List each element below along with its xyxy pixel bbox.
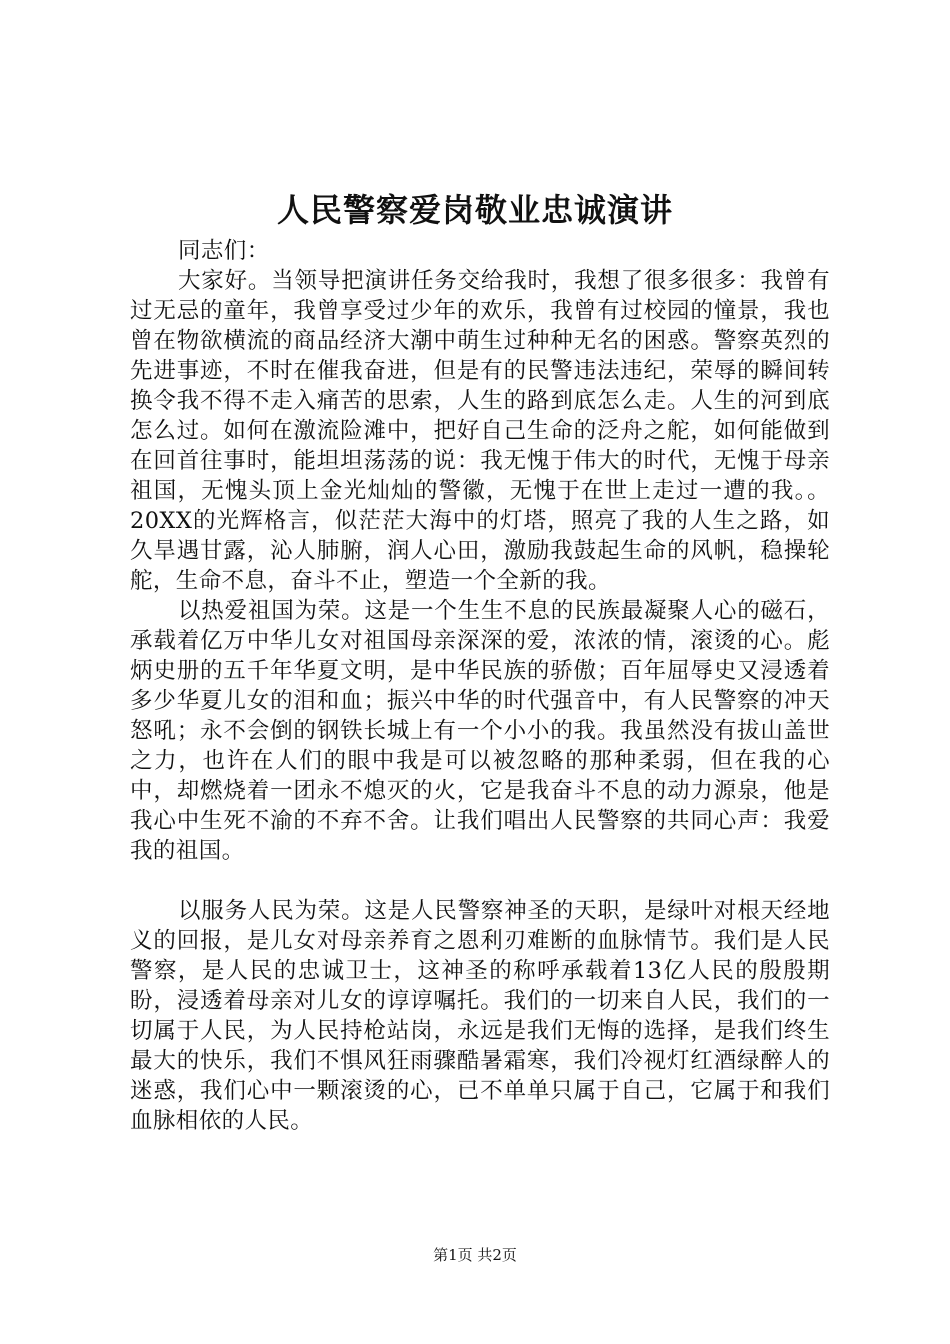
document-body: [130, 236, 830, 1136]
paragraph-serve-people: 以服务人民为荣。这是人民警察神圣的天职，是绿叶对根天经地义的回报，是儿女对母亲养育之恩利刃难断的血脉情节。我们是人民警察，是人民的忠诚卫士，这神圣的称呼承载着13亿人民的殷殷期盼，浸透着母亲对儿女的谆谆嘱托。我们的一切来自人民，我们的一切属于人民，为人民持枪站岗，永远是我们无悔的选择，是我们终生最大的快乐，我们不惧风狂雨骤酷暑霜寒，我们冷视灯红酒绿醉人的迷惑，我们心中一颗滚烫的心，已不单单只属于自己，它属于和我们血脉相依的人民。: [130, 898, 830, 1134]
paragraph-intro: 大家好。当领导把演讲任务交给我时，我想了很多很多：我曾有过无忌的童年，我曾享受过少年的欢乐，我曾有过校园的憧景，我也曾在物欲横流的商品经济大潮中萌生过种种无名的困惑。警察英烈的先进事迹，不时在催我奋进，但是有的民警违法违纪，荣辱的瞬间转换令我不得不走入痛苦的思索，人生的路到底怎么走。人生的河到底怎么过。如何在激流险滩中，把好自己生命的泛舟之舵，如何能做到在回首往事时，能坦坦荡荡的说：我无愧于伟大的时代，无愧于母亲祖国，无愧头顶上金光灿灿的警徽，无愧于在世上走过一遭的我。。20XX的光辉格言，似茫茫大海中的灯塔，照亮了我的人生之路，如久旱遇甘露，沁人肺腑，润人心田，激励我鼓起生命的风帆，稳操轮舵，生命不息，奋斗不止，塑造一个全新的我。: [130, 268, 830, 594]
salutation: 同志们：: [178, 238, 270, 264]
page-number-footer: 第1页 共2页: [433, 1246, 517, 1264]
document-title: 人民警察爱岗敬业忠诚演讲: [276, 191, 673, 229]
paragraph-spacer: [130, 866, 830, 896]
paragraph-love-country: 以热爱祖国为荣。这是一个生生不息的民族最凝聚人心的磁石，承载着亿万中华儿女对祖国母亲深深的爱，浓浓的情，滚烫的心。彪炳史册的五千年华夏文明，是中华民族的骄傲；百年屈辱史又浸透着多少华夏儿女的泪和血；振兴中华的时代强音中，有人民警察的冲天怒吼；永不会倒的钢铁长城上有一个小小的我。我虽然没有拔山盖世之力，也许在人们的眼中我是可以被忽略的那种柔弱，但在我的心中，却燃烧着一团永不熄灭的火，它是我奋斗不息的动力源泉，他是我心中生死不渝的不弃不舍。让我们唱出人民警察的共同心声：我爱我的祖国。: [130, 598, 830, 864]
